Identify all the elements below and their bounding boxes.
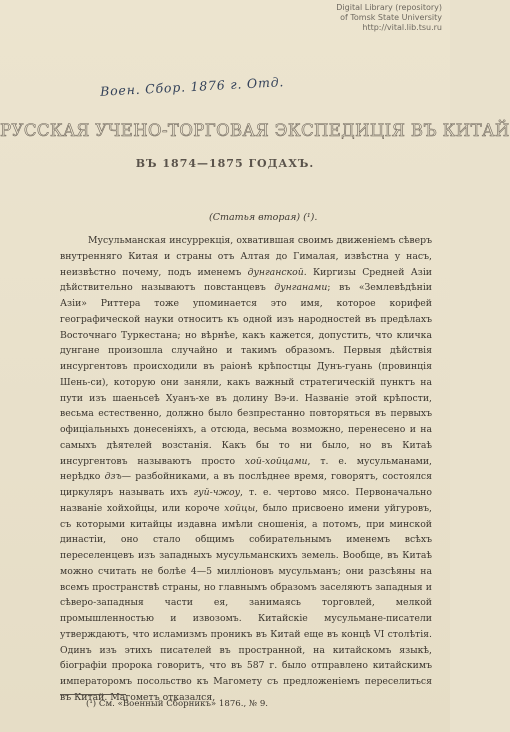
body-text-4: , т. е. мусульманами, нерѣдко — [60, 455, 432, 483]
body-text-3: ; въ «Землевѣдѣніи Азіи» Риттера тоже упоминается это имя, которое корифей географической науки относитъ къ одной изъ народностей въ предѣлахъ Восточнаго Туркестана; но вѣрнѣе, какъ кажется, допустить, что кличка дунгане произошла случайно и такимъ образомъ. Первыя дѣйствія инсургентовъ происходили въ раіонѣ крѣпостцы Дунъ-гуань (провинція Шень-си), которую они заняли, какъ важный стратегическій пунктъ на пути изъ шаеньсеѣ Хуанъ-хе въ долину Вэ-и. Названіе этой крѣпости, весьма естественно, должно было безпрестанно повторяться въ первыхъ офиціальныхъ донесеніяхъ, а отсюда, весьма возможно, перенесено и на самыхъ дѣятелей возстанія. Какъ бы то ни было, но въ Китаѣ инсургентовъ называютъ просто — [60, 282, 432, 467]
document-subtitle: ВЪ 1874—1875 ГОДАХЪ. — [135, 157, 315, 170]
document-title: РУССКАЯ УЧЕНО-ТОРГОВАЯ ЭКСПЕДИЦІЯ ВЪ КИТАЙ — [0, 121, 510, 140]
body-italic-4: дзъ — [104, 471, 122, 483]
watermark-line-2: of Tomsk State University — [340, 13, 442, 22]
body-paragraph — [60, 233, 432, 706]
article-note: (Статья вторая) (¹). — [209, 212, 318, 223]
body-italic-1: дунганской — [247, 266, 304, 278]
body-text-1: Мусульманская инсуррекція, охватившая своимъ движеніемъ сѣверъ внутренняго Китая и страны отъ Алтая до Гималая, извѣстна у насъ, неизвѣстно почему, подъ именемъ — [60, 235, 432, 278]
body-italic-2: дунганами — [274, 282, 328, 294]
body-text-7: , было присвоено имени уйгуровъ, съ которыми китайцы издавна имѣли сношенія, а потомъ, при минской династіи, оно стало общимъ собирательнымъ именемъ всѣхъ переселенцевъ изъ западныхъ мусульманскихъ земель. Вообще, въ Китаѣ можно считать не болѣе 4—5 милліоновъ мусульманъ; они разсѣяны на всемъ пространствѣ страны, но главнымъ образомъ заселяютъ западныя и сѣверо-западныя части ея, занимаясь торговлей, мелкой промышленностью и извозомъ. Китайскіе мусульмане-писатели утверждаютъ, что исламизмъ проникъ въ Китай еще въ концѣ VI столѣтія. Одинъ изъ этихъ писателей въ пространной, на китайскомъ языкѣ, біографіи пророка говоритъ, что въ 587 г. было отправлено китайскимъ императоромъ посольство къ Магомету съ предложеніемъ переселиться въ Китай. Магометъ отказался, — [60, 502, 432, 703]
body-text-2: . Киргизы Средней Азіи дѣйствительно называютъ повстанцевъ — [60, 266, 432, 294]
body-italic-5: гуй-чжоу — [193, 487, 241, 498]
body-text-5: — разбойниками, а въ послѣднее время, говорятъ, состоялся циркуляръ называть ихъ — [60, 471, 432, 498]
library-watermark — [336, 3, 442, 33]
body-italic-6: хойцы — [224, 502, 256, 514]
watermark-line-3[interactable]: http://vital.lib.tsu.ru — [362, 23, 442, 32]
watermark-line-1: Digital Library (repository) — [336, 3, 442, 12]
body-text-6: , т. е. чертово мясо. Первоначально названіе хойхойцы, или короче — [60, 487, 432, 514]
footnote: (¹) См. «Военный Сборникъ» 1876., № 9. — [86, 699, 269, 709]
footnote-rule — [60, 694, 126, 695]
handwritten-annotation: Воен. Сбор. 1876 г. Отд. — [99, 74, 285, 99]
body-italic-3: хой-хойцами — [245, 455, 308, 467]
